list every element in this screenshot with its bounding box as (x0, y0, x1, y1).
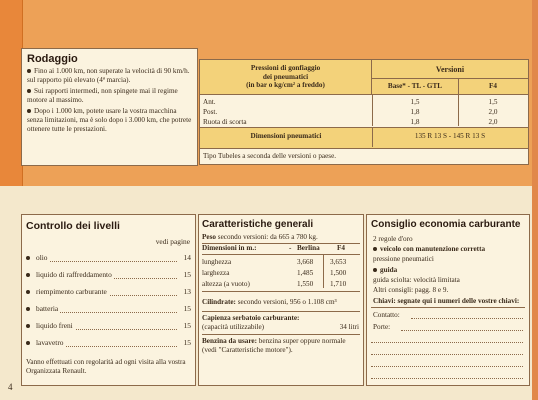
dim-lunghezza-b: 3,668 (297, 258, 314, 266)
page-edge (532, 0, 538, 400)
contatto-line[interactable] (411, 318, 523, 319)
pressure-header: Pressioni di gonfiaggio dei pneumatici (in bar o kg/cm² a freddo) (200, 60, 372, 94)
dim-col-f4: F4 (337, 244, 345, 252)
row-post-v1: 1,8 (410, 108, 420, 116)
rodaggio-box (21, 48, 198, 166)
rodaggio-item-1: Fino ai 1.000 km, non superate la velocità di 90 km/h. sul rapporto più elevato (4ª marcia). (27, 67, 190, 84)
vedi-pagine: vedi pagine (155, 237, 190, 246)
bullet-icon (27, 109, 31, 113)
general-title: Caratteristiche generali (202, 219, 314, 230)
notes-line-1[interactable] (371, 342, 523, 343)
dim-altezza-label: altezza (a vuoto) (202, 280, 250, 288)
tip-guida: guida (373, 266, 397, 274)
rodaggio-item-3: Dopo i 1.000 km, potete usare la vostra macchina senza limitazioni, ma è solo dopo i 3.000 km, che potrete ottenere tutte le prestazioni. (27, 107, 192, 133)
tyre-pressure-table (199, 59, 529, 165)
level-item-freni: liquido freni 15 (26, 321, 191, 331)
row-ant-v1: 1,5 (410, 98, 420, 106)
fuel-economy-box (366, 214, 530, 386)
row-ant-label: Ant. (203, 98, 216, 106)
bullet-icon (27, 69, 31, 73)
level-item-batteria: batteria 15 (26, 304, 191, 314)
fuel-economy-title: Consiglio economia carburante (371, 219, 521, 230)
dim-label: Dimensioni in m.: (202, 244, 257, 252)
level-item-olio: olio 14 (26, 253, 191, 263)
dim-title: Dimensioni pneumatici (250, 132, 322, 140)
dim-larghezza-b: 1,485 (297, 269, 314, 277)
col-f4: F4 (489, 82, 497, 90)
bullet-icon (373, 247, 377, 251)
regole: 2 regole d'oro (373, 235, 413, 243)
benzina-line: Benzina da usare: benzina super oppure normale (vedi "Caratteristiche motore"). (202, 337, 346, 354)
bullet-icon (27, 89, 31, 93)
col-base: Base* - TL - GTL (387, 82, 443, 90)
dim-altezza-b: 1,550 (297, 280, 314, 288)
notes-line-3[interactable] (371, 366, 523, 367)
versioni-heading: Versioni (435, 65, 465, 74)
porte-line[interactable] (401, 330, 523, 331)
chiavi: Chiavi: segnate qui i numeri delle vostre chiavi: (373, 297, 520, 305)
dim-col-berlina: Berlina (297, 244, 320, 252)
rodaggio-item-2: Sui rapporti intermedi, non spingete mai il regime motore al massimo. (27, 87, 178, 104)
row-scorta-v1: 1,8 (410, 118, 420, 126)
dim-larghezza-label: larghezza (202, 269, 230, 277)
row-scorta-label: Ruota di scorta (203, 118, 247, 126)
contatto-label: Contatto: (373, 311, 400, 319)
dim-col-dash: - (289, 244, 292, 252)
dim-lunghezza-f: 3,653 (330, 258, 347, 266)
tip-manutenzione: veicolo con manutenzione corretta (373, 245, 485, 253)
side-tab (0, 0, 23, 186)
porte-label: Porte: (373, 323, 391, 331)
page-number: 4 (8, 382, 13, 392)
row-ant-v2: 1,5 (488, 98, 498, 106)
rodaggio-title: Rodaggio (27, 53, 78, 65)
row-post-v2: 2,0 (488, 108, 498, 116)
notes-line-2[interactable] (371, 354, 523, 355)
peso-line: Peso secondo versioni: da 665 a 780 kg. (202, 233, 318, 241)
row-scorta-v2: 2,0 (488, 118, 498, 126)
capienza-value: 34 litri (339, 323, 359, 331)
dim-altezza-f: 1,710 (330, 280, 347, 288)
capienza-label: Capienza serbatoio carburante: (202, 314, 300, 322)
altri-consigli: Altri consigli: pagg. 8 e 9. (373, 286, 449, 294)
dim-lunghezza-label: lunghezza (202, 258, 232, 266)
notes-line-4[interactable] (371, 378, 523, 379)
level-item-lavavetro: lavavetro 15 (26, 338, 191, 348)
levels-box (21, 214, 196, 386)
level-item-carburante: riempimento carburante 13 (26, 287, 191, 297)
bullet-icon (373, 268, 377, 272)
row-post-label: Post. (203, 108, 218, 116)
dim-larghezza-f: 1,500 (330, 269, 347, 277)
general-box (198, 214, 364, 386)
tip-manutenzione-sub: pressione pneumatici (373, 255, 434, 263)
capienza-sub: (capacità utilizzabile) (202, 323, 265, 331)
tubeless-note: Tipo Tubeles a seconda delle versioni o paese. (203, 152, 337, 160)
levels-title: Controllo dei livelli (26, 220, 120, 232)
level-item-raffreddamento: liquido di raffreddamento 15 (26, 270, 191, 280)
tip-guida-sub: guida sciolta: velocità limitata (373, 276, 460, 284)
cilindrate-line: Cilindrate: secondo versioni, 956 o 1.108 cm³ (202, 298, 337, 306)
levels-footer: Vanno effettuati con regolarità ad ogni visita alla vostra Organizzata Renault. (26, 358, 186, 375)
dim-value: 135 R 13 S - 145 R 13 S (414, 132, 486, 140)
